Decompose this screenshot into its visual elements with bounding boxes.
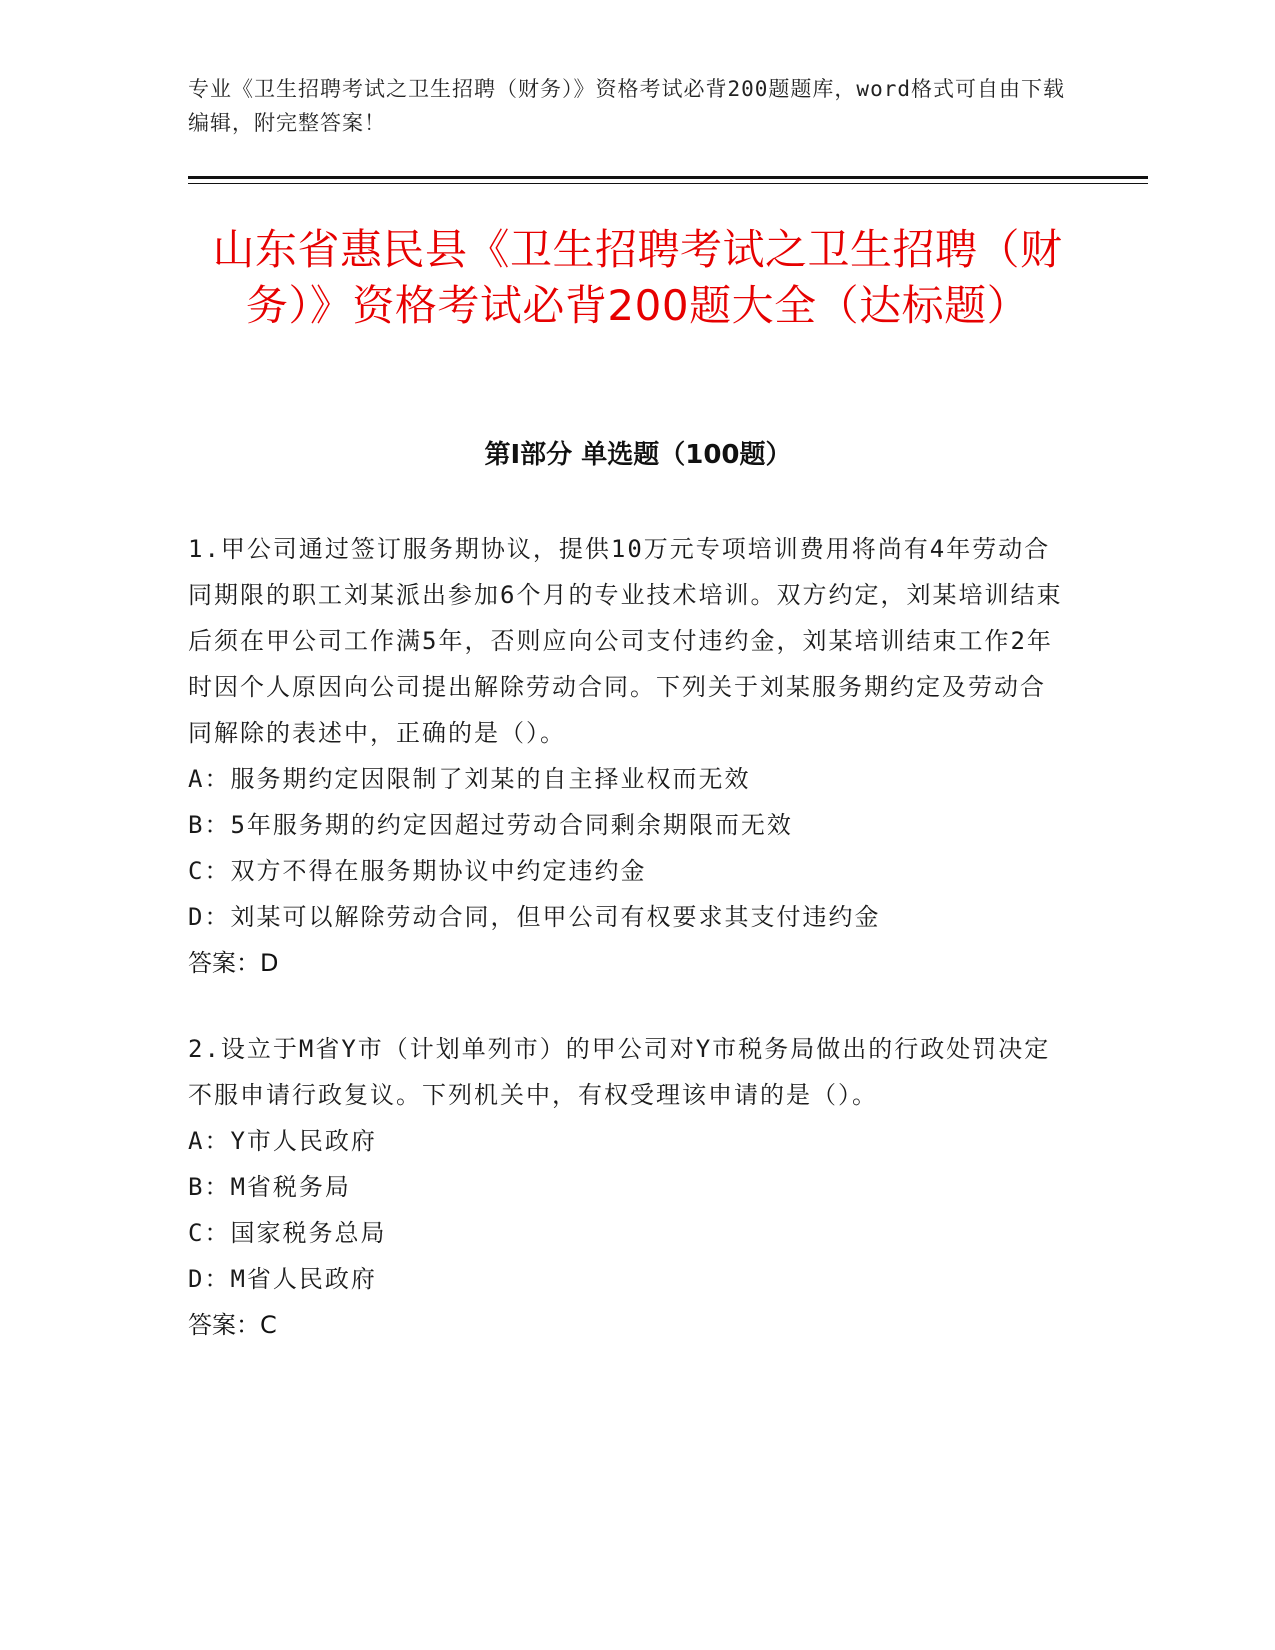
document-title: 山东省惠民县《卫生招聘考试之卫生招聘（财务）》资格考试必背200题大全（达标题） <box>212 225 1063 330</box>
option-d: D：刘某可以解除劳动合同，但甲公司有权要求其支付违约金 <box>188 903 881 931</box>
answer: 答案：D <box>188 949 279 977</box>
header-divider-thin <box>188 183 1148 184</box>
question-stem: 1.甲公司通过签订服务期协议，提供10万元专项培训费用将尚有4年劳动合同期限的职工刘某派出参加6个月的专业技术培训。双方约定，刘某培训结束后须在甲公司工作满5年，否则应向公司支付违约金，刘某培训结束工作2年时因个人原因向公司提出解除劳动合同。下列关于刘某服务期约定及劳动合同解除的表述中，正确的是（）。 <box>188 535 1063 747</box>
question-1 <box>188 526 1068 986</box>
option-c: C：双方不得在服务期协议中约定违约金 <box>188 857 647 885</box>
option-b: B：M省税务局 <box>188 1173 351 1201</box>
question-stem: 2.设立于M省Y市（计划单列市）的甲公司对Y市税务局做出的行政处罚决定不服申请行政复议。下列机关中，有权受理该申请的是（）。 <box>188 1035 1051 1109</box>
question-2 <box>188 1026 1068 1348</box>
answer: 答案：C <box>188 1311 277 1339</box>
header-note: 专业《卫生招聘考试之卫生招聘（财务）》资格考试必背200题题库，word格式可自由下载编辑，附完整答案！ <box>188 77 1065 135</box>
option-c: C：国家税务总局 <box>188 1219 387 1247</box>
section-title: 第I部分 单选题（100题） <box>484 440 792 470</box>
header-divider-thick <box>188 176 1148 179</box>
option-a: A：服务期约定因限制了刘某的自主择业权而无效 <box>188 765 751 793</box>
option-d: D：M省人民政府 <box>188 1265 377 1293</box>
option-b: B：5年服务期的约定因超过劳动合同剩余期限而无效 <box>188 811 793 839</box>
option-a: A：Y市人民政府 <box>188 1127 377 1155</box>
